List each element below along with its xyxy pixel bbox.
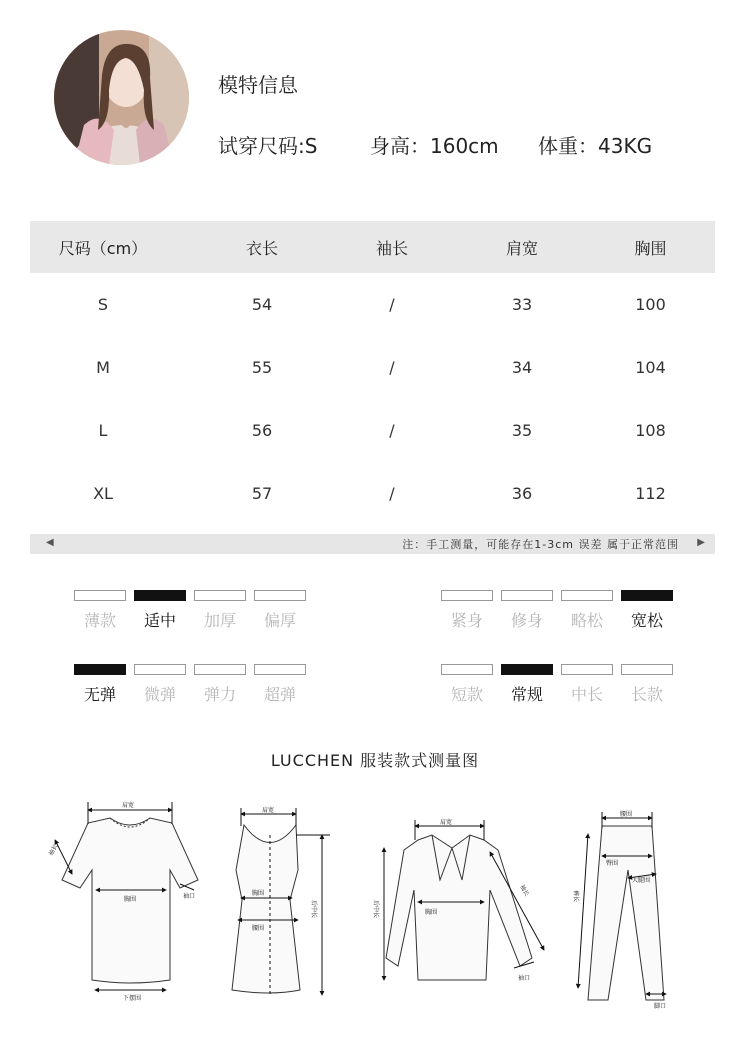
length-indicator xyxy=(501,664,553,675)
fit-indicator xyxy=(501,590,553,601)
cell-chest: 104 xyxy=(635,358,666,377)
fit-option xyxy=(621,590,673,631)
fit-option xyxy=(501,590,553,631)
thickness-indicator xyxy=(254,590,306,601)
thickness-option-label: 加厚 xyxy=(203,611,236,630)
header-sleeve: 袖长 xyxy=(375,238,408,258)
length-option xyxy=(501,664,553,705)
cell-shoulder: 34 xyxy=(511,358,533,377)
thickness-indicator xyxy=(194,590,246,601)
elasticity-indicator xyxy=(74,664,126,675)
fit-indicator xyxy=(441,590,493,601)
cell-sleeve: / xyxy=(389,421,395,440)
fit-indicator xyxy=(621,590,673,601)
elasticity-option-label: 超弹 xyxy=(263,685,296,704)
model-avatar xyxy=(54,30,189,165)
size-table xyxy=(30,221,715,525)
cell-sleeve: / xyxy=(389,484,395,503)
thickness-option-label: 偏厚 xyxy=(263,611,296,630)
tshirt-shoulder-label: 肩宽 xyxy=(122,802,135,809)
thickness-option xyxy=(74,590,126,631)
elasticity-option-label: 弹力 xyxy=(203,685,236,704)
elasticity-option-label: 无弹 xyxy=(83,685,116,704)
measurement-note-bar xyxy=(30,534,715,554)
elasticity-option xyxy=(74,664,126,705)
cell-sleeve: / xyxy=(389,358,395,377)
elasticity-option xyxy=(134,664,186,705)
cell-length: 56 xyxy=(251,421,273,440)
fit-option-label: 宽松 xyxy=(630,611,663,630)
pants-diagram xyxy=(578,812,666,1000)
table-row xyxy=(30,462,715,525)
length-option-label: 常规 xyxy=(510,685,543,704)
thickness-option xyxy=(194,590,246,631)
cell-shoulder: 35 xyxy=(511,421,533,440)
dress-back-length-label: 后中长 xyxy=(310,900,317,919)
thickness-indicator xyxy=(134,590,186,601)
length-option xyxy=(621,664,673,705)
thickness-option-label: 薄款 xyxy=(83,611,116,630)
measurement-diagrams xyxy=(0,790,750,1020)
length-option-label: 中长 xyxy=(570,685,603,704)
cell-shoulder: 36 xyxy=(511,484,533,503)
diagram-title: LUCCHEN 服装款式测量图 xyxy=(270,751,480,770)
table-row xyxy=(30,336,715,399)
caret-left-icon: ◀ xyxy=(46,537,54,548)
elasticity-option xyxy=(194,664,246,705)
cell-sleeve: / xyxy=(389,295,395,314)
fit-option-label: 略松 xyxy=(570,611,603,630)
length-option xyxy=(561,664,613,705)
pants-length-label: 裤长 xyxy=(572,890,579,903)
model-info-title: 模特信息 xyxy=(218,73,298,97)
jacket-back-length-label: 后中长 xyxy=(372,900,379,919)
model-size: 试穿尺码:S xyxy=(218,134,318,158)
cell-size: XL xyxy=(93,484,113,503)
header-shoulder: 肩宽 xyxy=(505,238,538,258)
table-row xyxy=(30,399,715,462)
thickness-option xyxy=(254,590,306,631)
pants-thigh-label: 大腿围 xyxy=(632,877,651,884)
elasticity-scale xyxy=(74,664,314,705)
length-option xyxy=(441,664,493,705)
cell-chest: 112 xyxy=(635,484,666,503)
model-weight: 体重：43KG xyxy=(538,134,653,158)
dress-waist-label: 腰围 xyxy=(252,925,265,932)
fit-option xyxy=(561,590,613,631)
measurement-note: 注：手工测量，可能存在1-3cm 误差 属于正常范围 xyxy=(402,538,679,551)
thickness-option xyxy=(134,590,186,631)
cell-size: M xyxy=(96,358,110,377)
cell-length: 54 xyxy=(251,295,273,314)
header-length: 衣长 xyxy=(245,238,278,258)
jacket-diagram xyxy=(384,820,544,980)
tshirt-chest-label: 胸围 xyxy=(124,896,137,903)
pants-leg-opening-label: 脚口 xyxy=(654,1003,667,1010)
cell-length: 57 xyxy=(251,484,273,503)
pants-waist-label: 腰围 xyxy=(620,811,633,818)
thickness-option-label: 适中 xyxy=(143,611,176,630)
fit-indicator xyxy=(561,590,613,601)
fit-option-label: 紧身 xyxy=(450,611,483,630)
cell-size: S xyxy=(97,295,109,314)
dress-chest-label: 胸围 xyxy=(252,890,265,897)
length-scale xyxy=(441,664,681,705)
tshirt-cuff-label: 袖口 xyxy=(183,893,196,900)
length-option-label: 短款 xyxy=(450,685,483,704)
elasticity-indicator xyxy=(134,664,186,675)
fit-scale xyxy=(441,590,681,631)
fit-option-label: 修身 xyxy=(510,611,543,630)
length-indicator xyxy=(441,664,493,675)
caret-right-icon: ▶ xyxy=(697,537,705,548)
cell-chest: 100 xyxy=(635,295,666,314)
cell-shoulder: 33 xyxy=(511,295,533,314)
tshirt-hem-label: 下摆围 xyxy=(123,995,142,1002)
cell-length: 55 xyxy=(251,358,273,377)
elasticity-indicator xyxy=(254,664,306,675)
cell-chest: 108 xyxy=(635,421,666,440)
jacket-shoulder-label: 肩宽 xyxy=(440,819,453,826)
fit-option xyxy=(441,590,493,631)
jacket-cuff-label: 袖口 xyxy=(518,975,531,982)
table-row xyxy=(30,273,715,336)
elasticity-option xyxy=(254,664,306,705)
jacket-sleeve-label: 袖长 xyxy=(518,883,531,898)
pants-hip-label: 臀围 xyxy=(606,860,619,867)
cell-size: L xyxy=(98,421,108,440)
elasticity-option-label: 微弹 xyxy=(143,685,176,704)
model-height: 身高：160cm xyxy=(370,134,499,158)
length-option-label: 长款 xyxy=(630,685,663,704)
length-indicator xyxy=(561,664,613,675)
header-chest: 胸围 xyxy=(634,238,667,258)
header-size: 尺码（cm） xyxy=(58,238,148,258)
elasticity-indicator xyxy=(194,664,246,675)
dress-shoulder-label: 肩宽 xyxy=(262,807,275,814)
thickness-scale xyxy=(74,590,314,631)
model-info-line xyxy=(218,130,652,159)
table-header xyxy=(30,221,715,273)
tshirt-sleeve-label: 袖长 xyxy=(47,843,60,857)
length-indicator xyxy=(621,664,673,675)
thickness-indicator xyxy=(74,590,126,601)
jacket-chest-label: 胸围 xyxy=(425,909,438,916)
